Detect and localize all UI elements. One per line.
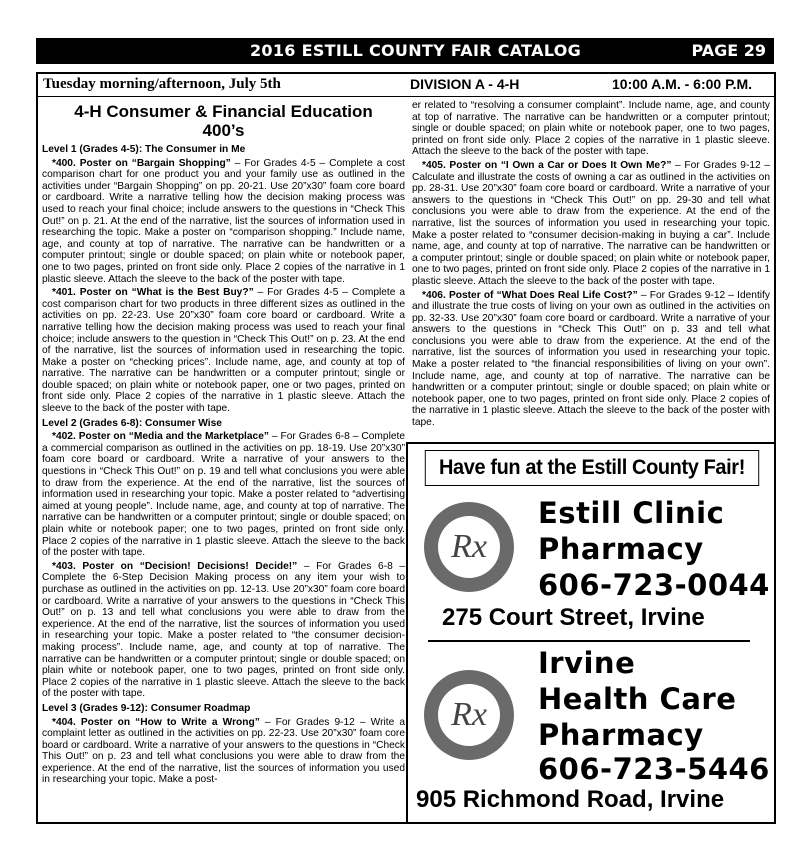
clinic2-address: 905 Richmond Road, Irvine [416, 786, 725, 813]
catalog-title: 2016 ESTILL COUNTY FAIR CATALOG [250, 41, 582, 60]
level-heading: Level 2 (Grades 6-8): Consumer Wise [42, 417, 222, 429]
clinic2-name-line1: Irvine [538, 646, 636, 680]
pharmacy-advertisement [406, 442, 776, 824]
left-column [42, 100, 405, 788]
entry-description: – For Grades 6-8 – Complete the 6-Step Decision Making process on any item your wish to purchase as outlined in the activities on pp. 12-13. Use 20”x30” foam core board or cardboard. Write a narrative of your answers to the questions in “Check This Out!” on p. 13 and tell what conclusions you were able to draw from the experience. At the end of the narrative, list the sources of information you used in researching your topic. Make a poster related to “the consumer decision-making process”. Include name, age, and county at top of narrative. The narrative can be handwritten or a computer printout; single or double spaced; on plain white or notebook paper, one to two pages, printed on front side only. Place 2 copies of the narrative in 1 plastic sleeve. Attach the sleeve to the back of the poster with tape. [42, 560, 405, 700]
clinic2-name-line3: Pharmacy [538, 718, 704, 752]
page-number: PAGE 29 [691, 41, 766, 60]
clinic2-phone: 606-723-5446 [538, 752, 770, 786]
rx-logo-icon [424, 502, 514, 592]
level-heading: Level 1 (Grades 4-5): The Consumer in Me [42, 144, 246, 155]
clinic1-name-line1: Estill Clinic [538, 496, 725, 530]
rx-logo-text: Rx [451, 528, 487, 565]
left-column-body [42, 144, 405, 786]
section-number: 400’s [202, 121, 245, 140]
section-heading: 4-H Consumer & Financial Education [74, 102, 373, 121]
rx-logo-icon [424, 670, 514, 760]
entry-title: *401. Poster on “What is the Best Buy?” [52, 287, 254, 299]
right-column-body [412, 100, 770, 429]
entry-title: *404. Poster on “How to Write a Wrong” [52, 716, 260, 728]
entry-title: *400. Poster on “Bargain Shopping” [52, 157, 231, 169]
entry-description: – For Grades 4-5 – Complete a cost comparison chart for one product you and your family use as outlined in the activities under “Bargain Shopping” on pp. 20-21. Use 20”x30” foam core board or cardboard. Write a narrative telling how the decision making process was used to reach your final choice; include answers to the questions in “Check This Out!” on p. 21. At the end of the narrative, list the sources of information used in researching the topic. Make a poster on “comparison shopping.” Include name, age, and county at top of narrative. The narrative can be handwritten or a computer printout; single or double spaced; on plain white or notebook paper, one to two pages, printed on front side only. Place 2 copies of the narrative in 1 plastic sleeve. Attach the sleeve to the back of the poster with tape. [42, 157, 405, 285]
entry-description: – For Grades 9-12 – Calculate and illustrate the costs of owning a car as outlined in the activities on pp. 28-31. Use 20”x30” foam core board or cardboard. Write a narrative of your answers to the questions in “Check This Out!” on pp. 29-30 and tell what conclusions you were able to draw from the experience. At the end of the narrative, list the sources of information you used in researching your topic. Make a poster related to “consumer decision-making in buying a car”. Include name, age, and county at top of narrative. The narrative can be handwritten or a computer printout; single or double spaced; on plain white or notebook paper, one to two pages, printed on front side only. Place 2 copies of the narrative in 1 plastic sleeve. Attach the sleeve to the back of the poster with tape. [412, 159, 770, 287]
entry-description: – For Grades 4-5 – Complete a cost comparison chart for two products in three different sizes as outlined in the activities on pp. 22-23. Use 20”x30” foam core board or cardboard. Write a narrative telling how the decision making process was used to reach your final choice; include answers to the question in “Check This Out!” on p. 23. At the end of the narrative, list the sources of information used in researching the topic. Make a poster on “checking prices”. Include name, age, and county at top of narrative. The narrative can be handwritten or a computer printout; single or double spaced; on plain white or notebook paper, one or two pages, printed on front side only. Place 2 copies of the narrative in 1 plastic sleeve. Attach the sleeve to the back of the poster with tape. [42, 287, 405, 415]
schedule-time: 10:00 A.M. - 6:00 P.M. [612, 76, 753, 92]
clinic2-name-line2: Health Care [538, 682, 737, 716]
right-column [412, 100, 770, 431]
clinic1-phone: 606-723-0044 [538, 568, 770, 602]
level-heading: Level 3 (Grades 9-12): Consumer Roadmap [42, 702, 251, 714]
entry-title: *405. Poster on “I Own a Car or Does It Own Me?” [422, 159, 672, 171]
catalog-header-bar [36, 38, 774, 64]
division-label: DIVISION A - 4-H [410, 76, 520, 92]
entry-description: – For Grades 9-12 – Write a complaint letter as outlined in the activities on pp. 22-23. Use 20”x30” foam core board or cardboard. Write a narrative of your answers to the questions in “Check This Out!” on p. 23 and tell what conclusions you were able to draw from the experience. At the end of the narrative, list the sources of information you used in researching your topic. Make a post- [42, 716, 405, 786]
entry-title: *402. Poster on “Media and the Marketplace” [52, 431, 269, 443]
entry-title: *406. Poster of “What Does Real Life Cost?” [422, 289, 638, 301]
class-entry [412, 160, 770, 288]
class-entry [42, 158, 405, 286]
clinic1-name-line2: Pharmacy [538, 532, 704, 566]
entry-continuation: er related to “resolving a consumer complaint”. Include name, age, and county at top of narrative. The narrative can be handwritten or a computer printout; single or double spaced; on plain white or notebook paper, one to two pages, printed on front side only. Place 2 copies of the narrative in 1 plastic sleeve. Attach the sleeve to the back of the poster with tape. [412, 100, 770, 158]
entry-title: *403. Poster on “Decision! Decisions! Decide!” [52, 560, 298, 572]
entry-description: – For Grades 6-8 – Complete a commercial comparison as outlined in the activities on pp. 18-19. Use 20”x30” foam core board or cardboard. Write a narrative of your answers to the questions in “Check This Out!” on p. 19 and tell what conclusions you were able to draw from the experience. At the end of the narrative, list the sources of information used in researching your topic. Make a poster related to “advertising aimed at young people”. Include name, age, and county at top of narrative. The narrative can be handwritten or a computer printout; single or double spaced; on plain white or notebook paper; one to two pages, printed on front side only. Place 2 copies of the narrative in 1 plastic sleeve. Attach the sleeve to the back of the poster with tape. [42, 431, 405, 559]
entry-description: – For Grades 9-12 – Identify and illustrate the true costs of living on your own as outlined in the activities on pp. 32-33. Use 20”x30” foam core board or cardboard. Write a narrative of your answers to the questions in “Check This Out!” on p. 33 and tell what conclusions you were able to draw from the experience. At the end of the narrative, list the sources of information you used in researching your topic. Make a poster related to “the financial responsibilities of living on your own”. Include name, age, and county at top of narrative. The narrative can be handwritten or a computer printout; single or double spaced; on plain white or notebook paper, one to two pages, printed on front side only. Place 2 copies of the narrative in 1 plastic sleeve. Attach the sleeve to the back of the poster with tape. [412, 289, 770, 429]
ad-headline: Have fun at the Estill County Fair! [425, 450, 759, 486]
ad-divider [428, 640, 750, 642]
class-entry [412, 290, 770, 429]
class-entry [42, 717, 405, 787]
class-entry [42, 561, 405, 700]
class-entry [42, 431, 405, 559]
schedule-day: Tuesday morning/afternoon, July 5th [43, 76, 281, 92]
rx-logo-text: Rx [451, 696, 487, 733]
section-title [42, 102, 405, 140]
clinic1-address: 275 Court Street, Irvine [442, 604, 705, 631]
schedule-bar [38, 74, 774, 97]
class-entry [42, 287, 405, 415]
